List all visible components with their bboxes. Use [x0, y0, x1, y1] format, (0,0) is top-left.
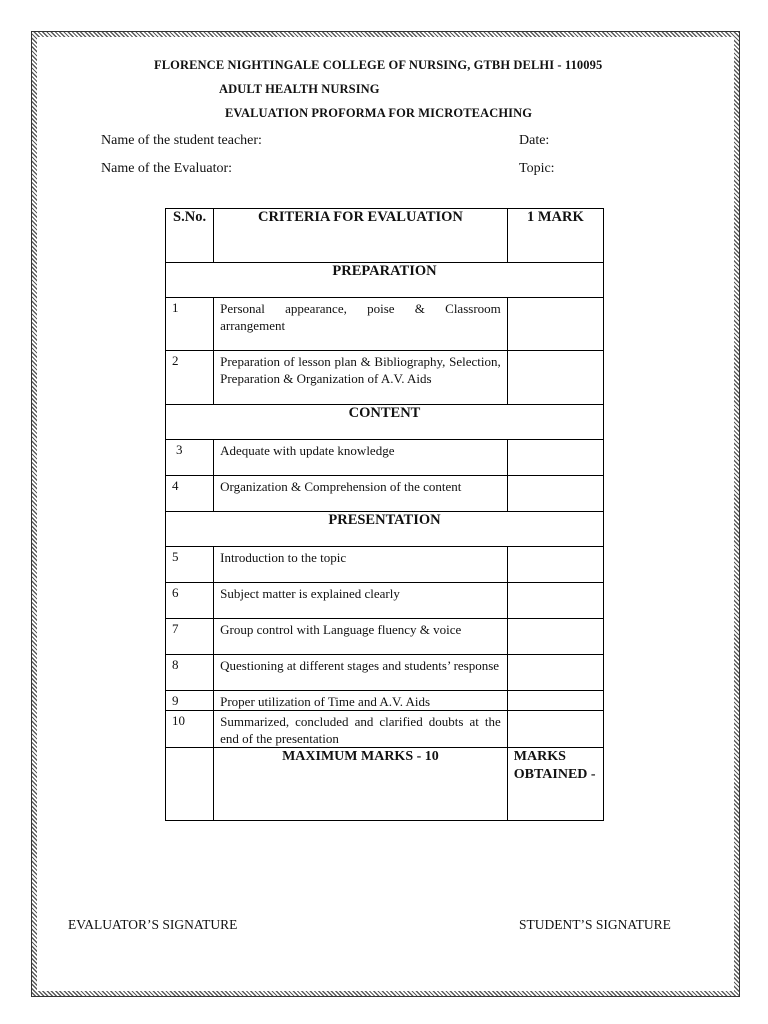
- row-number: 3: [166, 440, 214, 476]
- topic-label: Topic:: [519, 161, 555, 176]
- table-row: [166, 547, 604, 583]
- table-row: [166, 711, 604, 748]
- table-row: [166, 691, 604, 711]
- row-number: 2: [166, 351, 214, 405]
- mark-cell[interactable]: [507, 711, 603, 748]
- section-row: [166, 263, 604, 298]
- mark-header: 1 MARK: [507, 209, 603, 263]
- table-row: [166, 440, 604, 476]
- date-label: Date:: [519, 133, 550, 148]
- table-row: [166, 476, 604, 512]
- row-number: 6: [166, 583, 214, 619]
- section-row: [166, 512, 604, 547]
- total-row: [166, 748, 604, 821]
- mark-cell[interactable]: [507, 476, 603, 512]
- row-number: 10: [166, 711, 214, 748]
- criteria-text: Introduction to the topic: [214, 547, 508, 583]
- student-teacher-label: Name of the student teacher:: [101, 133, 262, 148]
- sno-header: S.No.: [166, 209, 214, 263]
- table-header-row: [166, 209, 604, 263]
- table-row: [166, 351, 604, 405]
- mark-cell[interactable]: [507, 655, 603, 691]
- total-empty-cell: [166, 748, 214, 821]
- form-title: EVALUATION PROFORMA FOR MICROTEACHING: [225, 106, 533, 120]
- row-number: 4: [166, 476, 214, 512]
- criteria-text: Group control with Language fluency & voice: [214, 619, 508, 655]
- college-name: FLORENCE NIGHTINGALE COLLEGE OF NURSING, GTBH DELHI - 110095: [154, 58, 603, 72]
- row-number: 7: [166, 619, 214, 655]
- criteria-text: Summarized, concluded and clarified doubts at the end of the presentation: [214, 711, 508, 748]
- section-title-preparation: PREPARATION: [166, 263, 604, 298]
- mark-cell[interactable]: [507, 583, 603, 619]
- maximum-marks-label: MAXIMUM MARKS - 10: [214, 748, 508, 821]
- section-title-presentation: PRESENTATION: [166, 512, 604, 547]
- mark-cell[interactable]: [507, 547, 603, 583]
- criteria-header: CRITERIA FOR EVALUATION: [214, 209, 508, 263]
- table-row: [166, 655, 604, 691]
- table-row: [166, 583, 604, 619]
- section-row: [166, 405, 604, 440]
- mark-cell[interactable]: [507, 351, 603, 405]
- row-number: 8: [166, 655, 214, 691]
- criteria-text: Subject matter is explained clearly: [214, 583, 508, 619]
- mark-cell[interactable]: [507, 298, 603, 351]
- department-name: ADULT HEALTH NURSING: [219, 82, 380, 96]
- row-number: 5: [166, 547, 214, 583]
- evaluation-table: [165, 208, 604, 821]
- row-number: 1: [166, 298, 214, 351]
- mark-cell[interactable]: [507, 619, 603, 655]
- row-number: 9: [166, 691, 214, 711]
- section-title-content: CONTENT: [166, 405, 604, 440]
- criteria-text: Organization & Comprehension of the content: [214, 476, 508, 512]
- mark-cell[interactable]: [507, 440, 603, 476]
- marks-obtained-label[interactable]: MARKS OBTAINED -: [507, 748, 603, 821]
- mark-cell[interactable]: [507, 691, 603, 711]
- table-row: [166, 298, 604, 351]
- criteria-text: Personal appearance, poise & Classroom arrangement: [214, 298, 508, 351]
- table-row: [166, 619, 604, 655]
- criteria-text: Adequate with update knowledge: [214, 440, 508, 476]
- criteria-text: Questioning at different stages and students’ response: [214, 655, 508, 691]
- criteria-text: Preparation of lesson plan & Bibliography, Selection, Preparation & Organization of A.V. Aids: [214, 351, 508, 405]
- criteria-text: Proper utilization of Time and A.V. Aids: [214, 691, 508, 711]
- evaluator-signature-label: EVALUATOR’S SIGNATURE: [68, 917, 238, 932]
- student-signature-label: STUDENT’S SIGNATURE: [519, 917, 671, 932]
- evaluator-label: Name of the Evaluator:: [101, 161, 233, 176]
